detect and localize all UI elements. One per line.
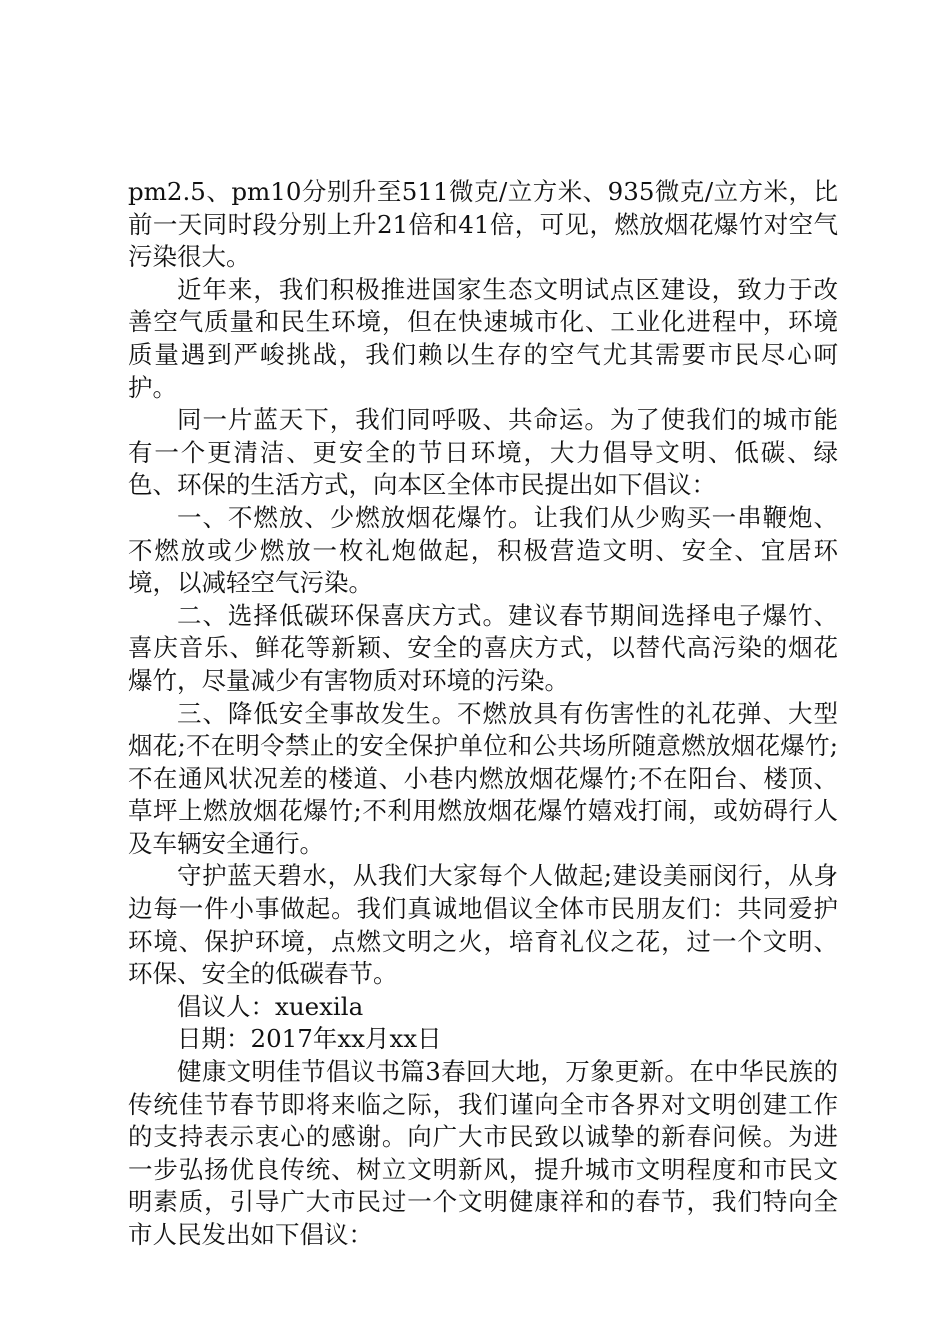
paragraph-ecological-civilization: 近年来，我们积极推进国家生态文明试点区建设，致力于改善空气质量和民生环境，但在快速城市化、工业化进程中，环境质量遇到严峻挑战，我们赖以生存的空气尤其需要市民尽心呵护。	[128, 274, 838, 402]
paragraph-closing-appeal: 守护蓝天碧水，从我们大家每个人做起;建设美丽闵行，从身边每一件小事做起。我们真诚地倡议全体市民朋友们：共同爱护环境、保护环境，点燃文明之火，培育礼仪之花，过一个文明、环保、安全的低碳春节。	[128, 861, 838, 989]
paragraph-proposal-intro: 同一片蓝天下，我们同呼吸、共命运。为了使我们的城市能有一个更清洁、更安全的节日环境，大力倡导文明、低碳、绿色、环保的生活方式，向本区全体市民提出如下倡议：	[128, 405, 838, 500]
paragraph-proposal-3: 三、降低安全事故发生。不燃放具有伤害性的礼花弹、大型烟花;不在明令禁止的安全保护单位和公共场所随意燃放烟花爆竹;不在通风状况差的楼道、小巷内燃放烟花爆竹;不在阳台、楼顶、草坪上燃放烟花爆竹;不利用燃放烟花爆竹嬉戏打闹，或妨碍行人及车辆安全通行。	[128, 698, 838, 858]
paragraph-proposer: 倡议人：xuexila	[177, 991, 364, 1021]
paragraph-date: 日期：2017年xx月xx日	[177, 1024, 442, 1054]
paragraph-proposal-1: 一、不燃放、少燃放烟花爆竹。让我们从少购买一串鞭炮、不燃放或少燃放一枚礼炮做起，积极营造文明、安全、宜居环境，以减轻空气污染。	[128, 502, 838, 598]
paragraph-proposal-2: 二、选择低碳环保喜庆方式。建议春节期间选择电子爆竹、喜庆音乐、鲜花等新颖、安全的喜庆方式，以替代高污染的烟花爆竹，尽量减少有害物质对环境的污染。	[128, 600, 838, 695]
document-body	[128, 176, 838, 1252]
paragraph-proposal-letter-3: 健康文明佳节倡议书篇3春回大地，万象更新。在中华民族的传统佳节春节即将来临之际，我们谨向全市各界对文明创建工作的支持表示衷心的感谢。向广大市民致以诚挚的新春问候。为进一步弘扬优良传统、树立文明新风，提升城市文明程度和市民文明素质，引导广大市民过一个文明健康祥和的春节，我们特向全市人民发出如下倡议：	[128, 1057, 838, 1249]
paragraph-air-pollution-data: pm2.5、pm10分别升至511微克/立方米、935微克/立方米，比前一天同时段分别上升21倍和41倍，可见，燃放烟花爆竹对空气污染很大。	[128, 177, 838, 272]
